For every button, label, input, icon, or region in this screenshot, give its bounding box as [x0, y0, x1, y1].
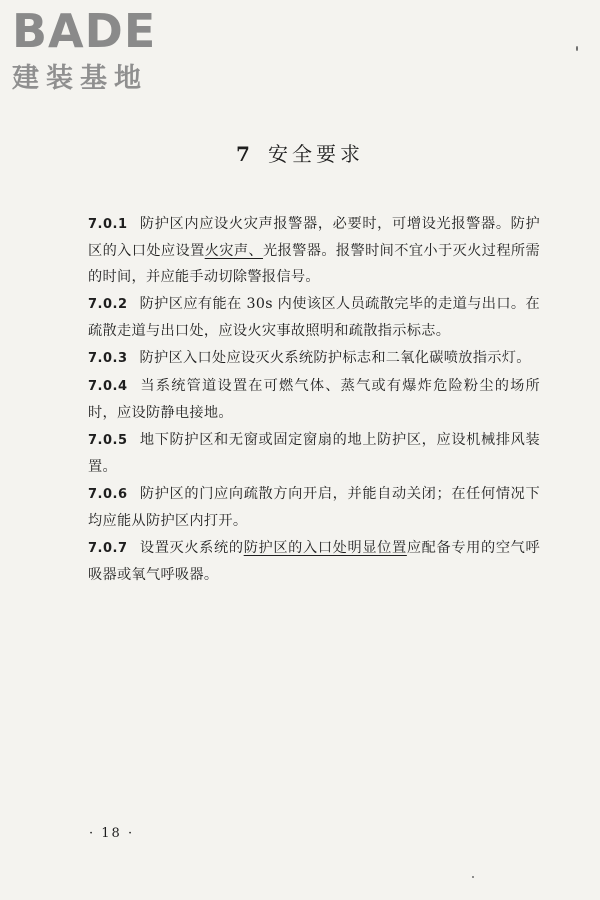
- clause-7-0-1: [88, 211, 540, 290]
- clause-text: 光报警器。报警时间不宜小于灭火过程所需的时间，并应能手动切除警报信号。: [88, 243, 541, 285]
- logo-wordmark: BADE: [12, 4, 157, 58]
- scan-speck: [472, 876, 474, 878]
- clause-7-0-7: [88, 535, 540, 588]
- clause-text: 防护区的门应向疏散方向开启，并能自动关闭；在任何情况下均应能从防护区内打开。: [88, 486, 540, 529]
- clause-list: [88, 211, 540, 588]
- page-number: · 18 ·: [89, 826, 135, 841]
- clause-text: 防护区内应设火灾声报警器，必要时，可增设光报警器。防护区的入口处应设置: [88, 216, 540, 259]
- clause-text: 当系统管道设置在可燃气体、蒸气或有爆炸危险粉尘的场所时，应设防静电接地。: [88, 378, 540, 421]
- clause-text: 防护区应有能在 30s 内使该区人员疏散完毕的走道与出口。在疏散走道与出口处，应设火灾事故照明和疏散指示标志。: [88, 296, 540, 339]
- clause-text: 应配备专用的空气呼吸器或氧气呼吸器。: [88, 540, 540, 583]
- clause-text: 防护区入口处应设灭火系统防护标志和二氧化碳喷放指示灯。: [139, 350, 531, 366]
- clause-7-0-6: [88, 481, 540, 534]
- chapter-title: 安全要求: [267, 142, 364, 166]
- clause-number: 7.0.6: [88, 487, 128, 502]
- clause-number: 7.0.7: [88, 541, 128, 556]
- clause-number: 7.0.1: [88, 217, 128, 232]
- chapter-number: 7: [236, 142, 254, 166]
- clause-number: 7.0.2: [88, 297, 128, 312]
- scan-speck: [576, 46, 578, 51]
- clause-number: 7.0.5: [88, 433, 128, 448]
- clause-number: 7.0.4: [88, 379, 128, 394]
- clause-7-0-5: [88, 427, 540, 480]
- clause-7-0-4: [88, 373, 540, 426]
- clause-7-0-3: [88, 345, 540, 372]
- clause-number: 7.0.3: [88, 351, 128, 366]
- clause-text: 地下防护区和无窗或固定窗扇的地上防护区，应设机械排风装置。: [88, 432, 540, 475]
- chapter-heading: [0, 140, 600, 168]
- logo-subtitle: 建装基地: [12, 63, 148, 94]
- brand-logo: [12, 6, 187, 96]
- clause-7-0-2: [88, 291, 540, 344]
- clause-text: 设置灭火系统的: [139, 540, 244, 556]
- underlined-text: 防护区的入口处明显位置: [243, 540, 407, 556]
- underlined-text: 火灾声、: [204, 243, 264, 259]
